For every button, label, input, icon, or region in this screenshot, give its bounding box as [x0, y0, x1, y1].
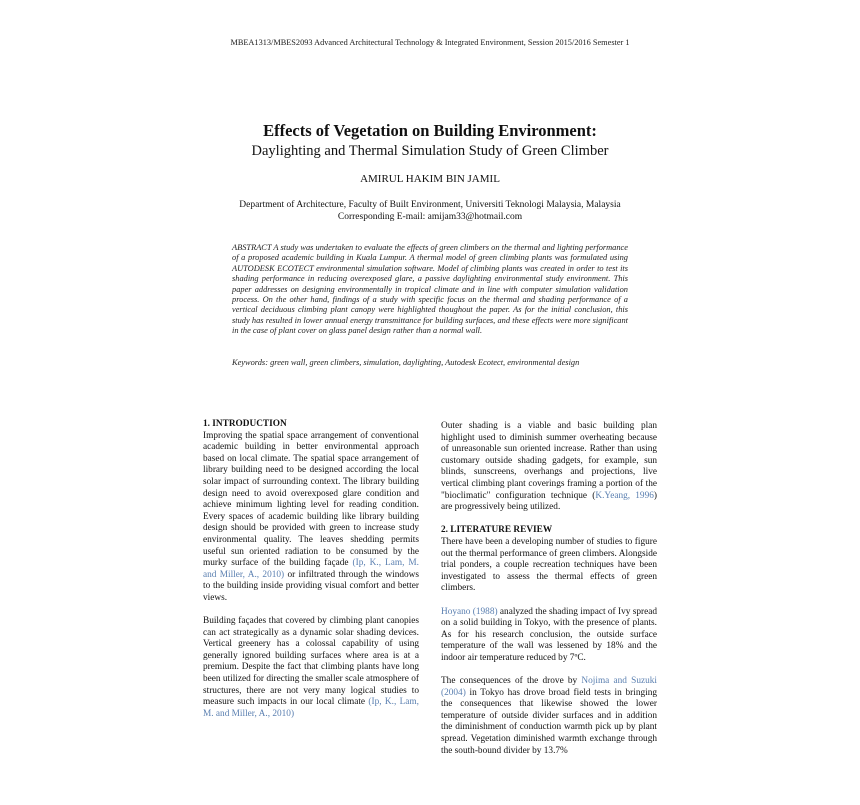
citation-link[interactable]: K.Yeang, 1996 [595, 490, 654, 501]
lit-paragraph-2: Hoyano (1988) analyzed the shading impact of Ivy spread on a solid building in Tokyo, with the presence of plants. As for his research conclusion, the outside surface temperature of the wall was lessened by 18% and the indoor air temperature reduced by 7ºC. [441, 606, 657, 663]
title-block [0, 121, 860, 160]
right-column [441, 421, 657, 757]
intro-paragraph-2: Building façades that covered by climbing plant canopies can act strategically as a dynamic solar shading devices. Vertical greenery has a colossal capability of using generally ignored building surfaces where area is at a premium. Despite the fact that climbing plants have long been utilized for directing the smaller scale atmosphere of structures, there are not very many logical studies to measure such impacts in our local climate (Ip, K., Lam, M. and Miller, A., 2010) [203, 616, 419, 719]
citation-link[interactable]: (Ip, K., Lam, M. and Miller, A., 2010) [203, 697, 419, 719]
email-line: Corresponding E-mail: amijam33@hotmail.com [337, 212, 523, 222]
lit-paragraph-3: The consequences of the drove by Nojima and Suzuki (2004) in Tokyo has drove broad field tests in bringing the consequences that likewise showed the lower temperature of outside divider surfaces and in addition the diminishment of conduction warmth pick up by plant spread. Vegetation diminished warmth exchange through the south-bound divider by 13.7% [441, 676, 657, 756]
citation-link[interactable]: Hoyano (1988) [441, 606, 498, 617]
affiliation: Department of Architecture, Faculty of Built Environment, Universiti Teknologi Malaysia, Malaysia [239, 200, 621, 210]
shading-paragraph: Outer shading is a viable and basic building plan highlight used to diminish summer overheating because of unreasonable sun oriented increase. Rather than using customary outside shading gadgets, for example, sun blinds, sunscreens, overhangs and projections, live vertical climbing plant coverings framing a portion of the "bioclimatic" configuration technique (K.Yeang, 1996) are progressively being utilized. [441, 421, 657, 513]
abstract: ABSTRACT A study was undertaken to evaluate the effects of green climbers on the thermal and lighting performance of a proposed academic building in Kuala Lumpur. A thermal model of green climbing plants was formulated using AUTODESK ECOTECT environmental simulation software. Model of climbing plants was created in order to test its shading performance in reducing overexposed glare, a passive daylighting environmental study environment. This paper addresses on designing environmentally in tropical climate and in line with computer simulation validation process. On the other hand, findings of a study with specific focus on the thermal and shading performance of a vertical deciduous climbing plant canopy were highlighted thoughout the paper. As for the initial conclusion, this study has resulted in lower annual energy transmittance for building surfaces, and these effects were more significant in the case of plant cover on glass panel design rather than a normal wall. [232, 243, 628, 336]
intro-paragraph-1: Improving the spatial space arrangement of conventional academic building in better environmental approach based on local climate. The spatial space arrangement of library building need to be designed according the local solar impact of surrounding context. The library building design need to avoid overexposed glare condition and achieve minimum lighting level for reading condition. Every spaces of academic building like library building design should be provided with green to increase study environmental quality. The leaves shedding permits useful sun oriented radiation to be consumed by the murky surface of the building façade (Ip, K., Lam, M. and Miller, A., 2010) or infiltrated through the windows to the building inside providing visual comfort and better views. [203, 430, 419, 603]
paper-title: Effects of Vegetation on Building Environment: [263, 121, 597, 140]
running-header: MBEA1313/MBES2093 Advanced Architectural Technology & Integrated Environment, Session 2015/2016 Semester 1 [230, 38, 630, 47]
author-name: AMIRUL HAKIM BIN JAMIL [360, 173, 500, 185]
paper-subtitle: Daylighting and Thermal Simulation Study of Green Climber [251, 143, 609, 159]
affiliation-block [0, 199, 860, 223]
introduction-heading: 1. INTRODUCTION [203, 419, 287, 429]
citation-link[interactable]: Nojima and Suzuki (2004) [441, 676, 657, 698]
lit-paragraph-1: There have been a developing number of studies to figure out the thermal performance of green climbers. Alongside trial ponders, a couple recreation techniques have been investigated to assess the thermal effects of green climbers. [441, 536, 657, 594]
literature-review-heading: 2. LITERATURE REVIEW [441, 525, 553, 536]
keywords: Keywords: green wall, green climbers, simulation, daylighting, Autodesk Ecotect, environmental design [232, 358, 580, 367]
left-column [203, 419, 419, 720]
citation-link[interactable]: (Ip, K., Lam, M. and Miller, A., 2010) [203, 558, 419, 580]
